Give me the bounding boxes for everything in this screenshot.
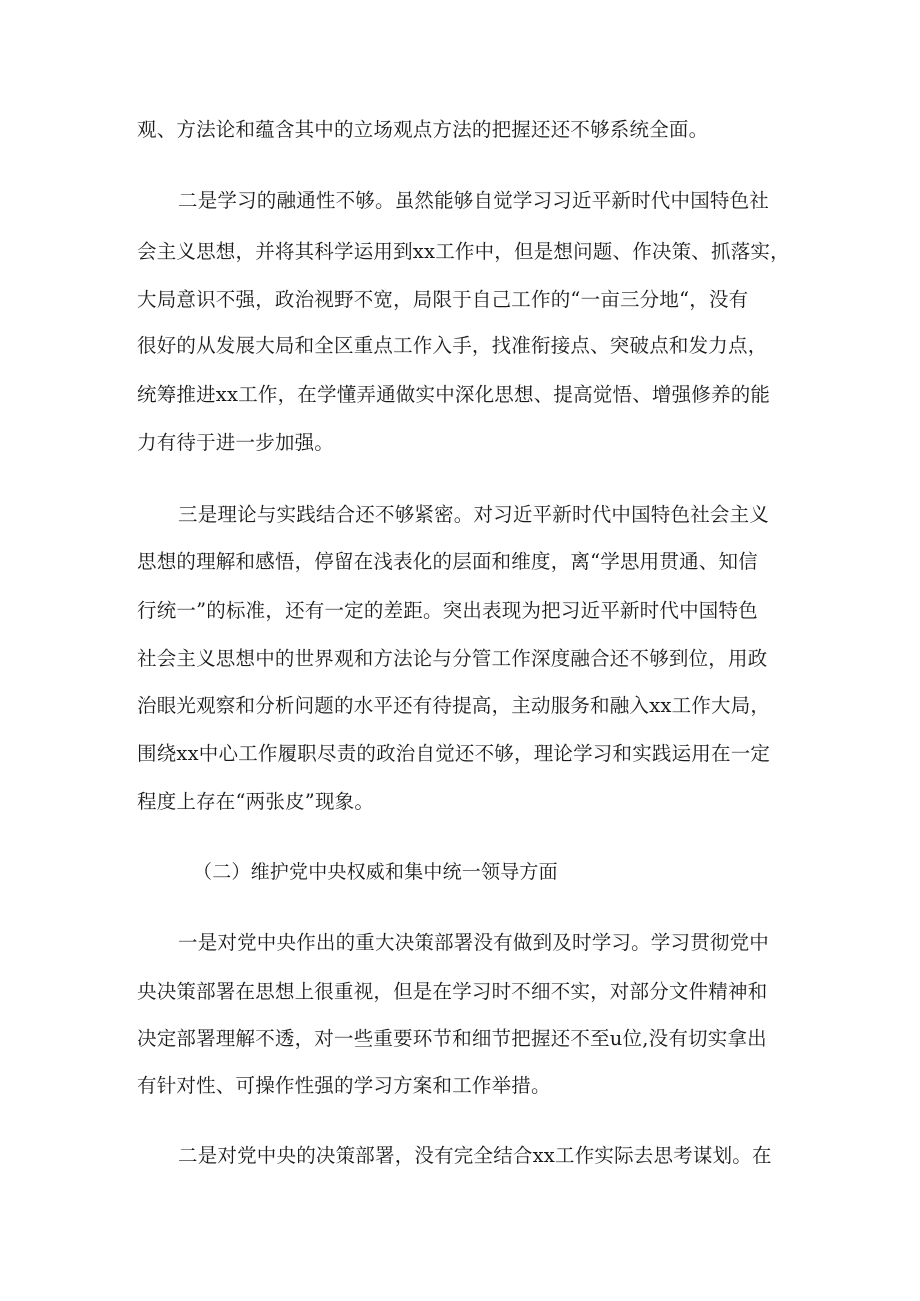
paragraph-line: 三是理论与实践结合还不够紧密。对习近平新时代中国特色社会主义	[178, 503, 770, 526]
paragraph-line: 治眼光观察和分析问题的水平还有待提高，主动服务和融入xx工作大局，	[137, 694, 771, 717]
paragraph-line: 力有待于进一步加强。	[137, 431, 335, 454]
paragraph-line: 一是对党中央作出的重大决策部署没有做到及时学习。学习贯彻党中	[178, 931, 770, 954]
paragraph-line: 统筹推进xx工作，在学懂弄通做实中深化思想、提高觉悟、增强修养的能	[137, 383, 771, 406]
paragraph-line: 观、方法论和蕴含其中的立场观点方法的把握还还不够系统全面。	[137, 118, 709, 141]
paragraph-line: 二是对党中央的决策部署，没有完全结合xx工作实际去思考谋划。在	[178, 1144, 772, 1167]
paragraph-line: 围绕xx中心工作履职尽责的政治自觉还不够，理论学习和实践运用在一定	[137, 742, 771, 765]
paragraph-line: 大局意识不强，政治视野不宽，局限于自己工作的“一亩三分地“，没有	[137, 288, 749, 311]
paragraph-line: 会主义思想，并将其科学运用到xx工作中，但是想问题、作决策、抓落实，	[137, 240, 790, 263]
paragraph-line: 思想的理解和感悟，停留在浅表化的层面和维度，离“学思用贯通、知信	[137, 550, 758, 573]
paragraph-line: 央决策部署在思想上很重视，但是在学习时不细不实，对部分文件精神和	[137, 980, 768, 1003]
paragraph-line: 行统一”的标准，还有一定的差距。突出表现为把习近平新时代中国特色	[137, 599, 758, 622]
paragraph-line: 程度上存在“两张皮”现象。	[137, 790, 375, 813]
paragraph-line: 决定部署理解不透，对一些重要环节和细节把握还不至u位,没有切实拿出	[137, 1027, 767, 1050]
section-heading: （二）维护党中央权威和集中统一领导方面	[193, 861, 558, 883]
paragraph-line: 有针对性、可操作性强的学习方案和工作举措。	[137, 1074, 551, 1097]
paragraph-line: 社会主义思想中的世界观和方法论与分管工作深度融合还不够到位，用政	[137, 647, 768, 670]
paragraph-line: 很好的从发展大局和全区重点工作入手，找准衔接点、突破点和发力点，	[137, 334, 768, 357]
paragraph-line: 二是学习的融通性不够。虽然能够自觉学习习近平新时代中国特色社	[178, 189, 770, 212]
